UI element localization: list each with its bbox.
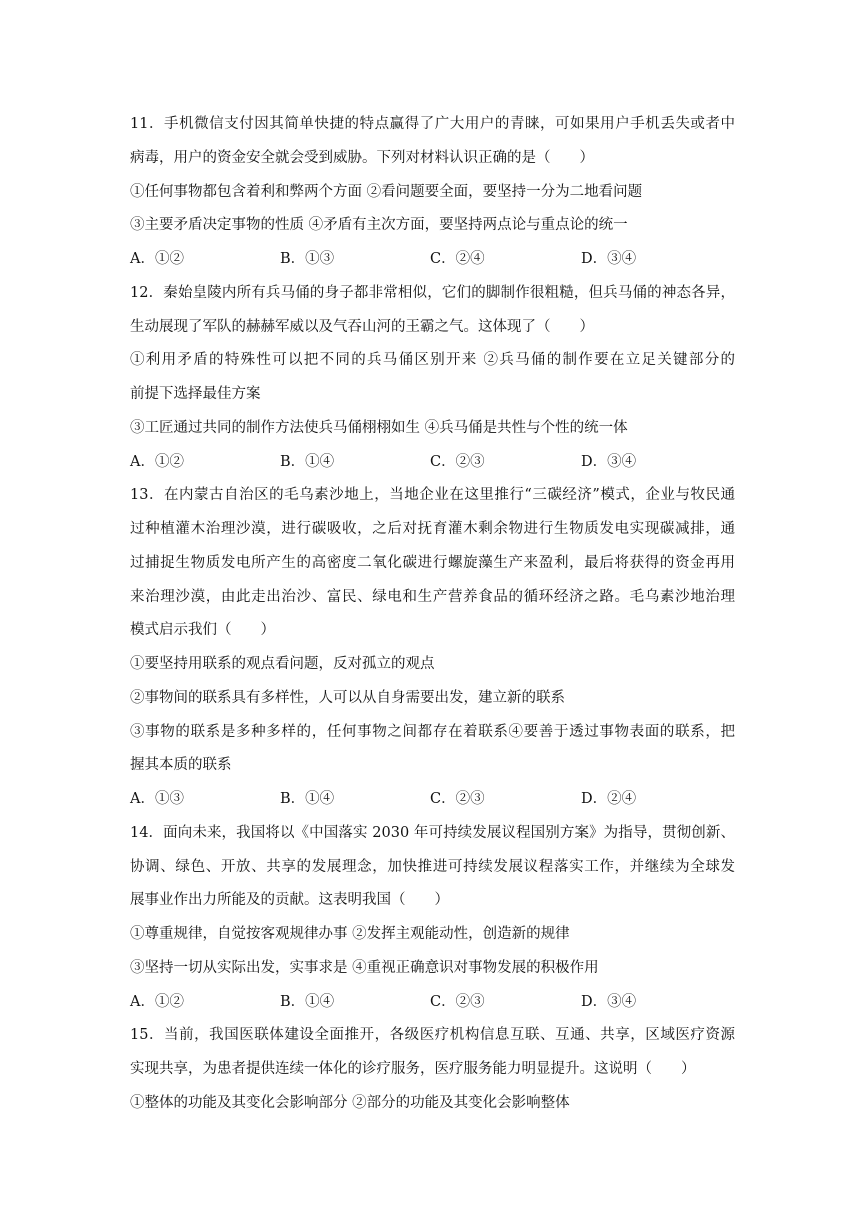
- question-list: [130, 108, 735, 1121]
- option-d: D．③④: [581, 993, 637, 1010]
- statement-line: ①利用矛盾的特殊性可以把不同的兵马俑区别开来 ②兵马俑的制作要在立足关键部分的: [130, 352, 735, 369]
- statement-line: ③事物的联系是多种多样的，任何事物之间都存在着联系④要善于透过事物表面的联系，把: [130, 723, 735, 740]
- statement-line: ②事物间的联系具有多样性，人可以从自身需要出发，建立新的联系: [130, 689, 565, 706]
- question-stem-line: 15．当前，我国医联体建设全面推开，各级医疗机构信息互联、互通、共享，区域医疗资源: [130, 1027, 735, 1044]
- option-d: D．③④: [581, 453, 637, 470]
- option-b: B．①④: [280, 791, 335, 807]
- question-stem-line: 病毒，用户的资金安全就会受到威胁。下列对材料认识正确的是（ ）: [130, 149, 594, 166]
- question-stem-line: 协调、绿色、开放、共享的发展理念，加快推进可持续发展议程落实工作，并继续为全球发: [130, 858, 735, 875]
- question-stem-line: 14．面向未来，我国将以《中国落实 2030 年可持续发展议程国别方案》为指导，贯彻创新、: [130, 824, 735, 841]
- question-15: [130, 1019, 735, 1120]
- option-c: C．②③: [430, 453, 485, 470]
- statement-line: ③工匠通过共同的制作方法使兵马俑栩栩如生 ④兵马俑是共性与个性的统一体: [130, 419, 628, 436]
- option-a: A．①③: [130, 791, 184, 807]
- option-a: A．①②: [130, 993, 184, 1010]
- option-b: B．①④: [280, 993, 335, 1010]
- statement-line: ①任何事物都包含着利和弊两个方面 ②看问题要全面，要坚持一分为二地看问题: [130, 183, 643, 200]
- statement-line: ③坚持一切从实际出发，实事求是 ④重视正确意识对事物发展的积极作用: [130, 959, 599, 976]
- option-b: B．①③: [280, 251, 335, 267]
- question-stem-line: 模式启示我们（ ）: [130, 622, 275, 639]
- option-c: C．②③: [430, 993, 485, 1010]
- question-stem-line: 来治理沙漠，由此走出治沙、富民、绿电和生产营养食品的循环经济之路。毛乌素沙地治理: [130, 588, 735, 605]
- question-stem-line: 11．手机微信支付因其简单快捷的特点赢得了广大用户的青睐，可如果用户手机丢失或者中: [130, 116, 735, 132]
- question-stem-line: 生动展现了军队的赫赫军威以及气吞山河的王霸之气。这体现了（ ）: [130, 318, 594, 335]
- answer-options: [130, 243, 735, 277]
- option-d: D．③④: [581, 251, 637, 267]
- question-13: [130, 479, 735, 817]
- question-stem-line: 实现共享，为患者提供连续一体化的诊疗服务，医疗服务能力明显提升。这说明（ ）: [130, 1061, 696, 1077]
- question-stem-line: 过种植灌木治理沙漠，进行碳吸收，之后对抚育灌木剩余物进行生物质发电实现碳减排，通: [130, 521, 735, 537]
- option-b: B．①④: [280, 453, 335, 470]
- option-a: A．①②: [130, 251, 184, 267]
- question-stem-line: 展事业作出力所能及的贡献。这表明我国（ ）: [130, 892, 449, 909]
- answer-options: [130, 446, 735, 480]
- statement-line: ①整体的功能及其变化会影响部分 ②部分的功能及其变化会影响整体: [130, 1094, 570, 1111]
- statement-line: 前提下选择最佳方案: [130, 386, 261, 402]
- question-stem-line: 过捕捉生物质发电所产生的高密度二氧化碳进行螺旋藻生产来盈利，最后将获得的资金再用: [130, 554, 735, 571]
- question-11: [130, 108, 735, 277]
- question-14: [130, 817, 735, 1020]
- question-12: [130, 277, 735, 480]
- question-stem-line: 12．秦始皇陵内所有兵马俑的身子都非常相似，它们的脚制作很粗糙，但兵马俑的神态各异，: [130, 284, 735, 301]
- option-d: D．②④: [581, 791, 637, 807]
- statement-line: ①要坚持用联系的观点看问题，反对孤立的观点: [130, 656, 435, 672]
- statement-line: ③主要矛盾决定事物的性质 ④矛盾有主次方面，要坚持两点论与重点论的统一: [130, 217, 628, 234]
- statement-line: 握其本质的联系: [130, 757, 232, 774]
- statement-line: ①尊重规律，自觉按客观规律办事 ②发挥主观能动性，创造新的规律: [130, 926, 570, 942]
- option-a: A．①②: [130, 453, 184, 470]
- answer-options: [130, 986, 735, 1020]
- answer-options: [130, 783, 735, 817]
- question-stem-line: 13．在内蒙古自治区的毛乌素沙地上，当地企业在这里推行“三碳经济”模式，企业与牧民通: [130, 487, 735, 504]
- option-c: C．②④: [430, 251, 485, 267]
- option-c: C．②③: [430, 791, 485, 807]
